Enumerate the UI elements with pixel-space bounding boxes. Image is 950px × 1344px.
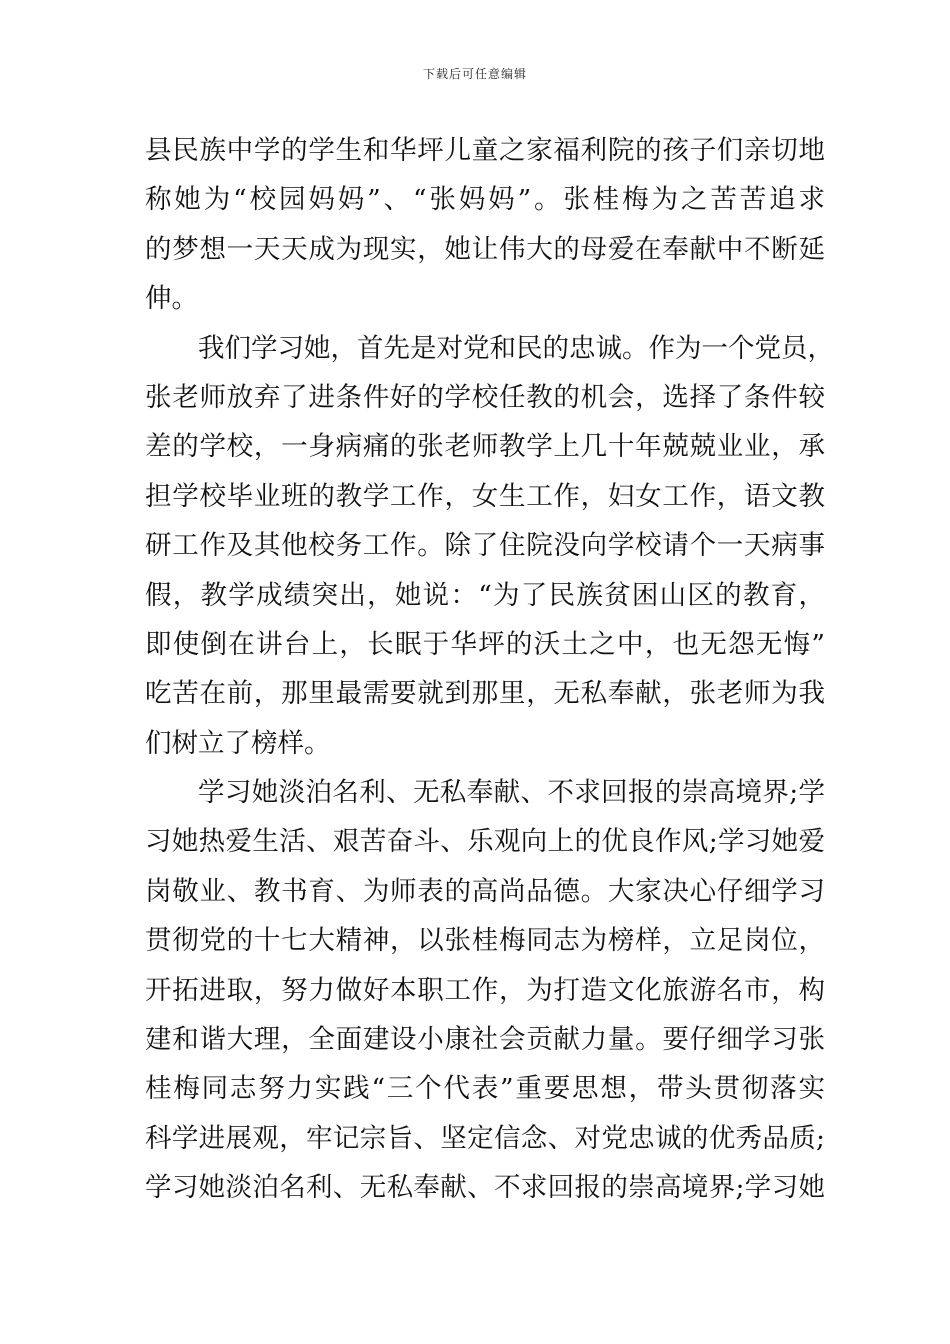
paragraph-line: 称她为“校园妈妈”、“张妈妈”。张桂梅为之苦苦追求	[145, 184, 825, 216]
document-body	[145, 126, 834, 1213]
paragraph-line: 习她热爱生活、艰苦奋斗、乐观向上的优良作风;学习她爱	[145, 826, 825, 858]
paragraph-line: 桂梅同志努力实践“三个代表”重要思想，带头贯彻落实	[145, 1073, 825, 1105]
paragraph-line: 差的学校，一身病痛的张老师教学上几十年兢兢业业，承	[145, 431, 825, 463]
paragraph-line: 县民族中学的学生和华坪儿童之家福利院的孩子们亲切地	[145, 135, 825, 166]
paragraph-line: 研工作及其他校务工作。除了住院没向学校请个一天病事	[145, 530, 825, 562]
paragraph-line: 科学进展观，牢记宗旨、坚定信念、对党忠诚的优秀品质;	[145, 1122, 825, 1154]
paragraph-line: 贯彻党的十七大精神，以张桂梅同志为榜样，立足岗位，	[145, 925, 825, 957]
paragraph-line: 即使倒在讲台上，长眠于华坪的沃土之中，也无怨无悔”	[145, 628, 825, 660]
paragraph-line: 的梦想一天天成为现实，她让伟大的母爱在奉献中不断延	[145, 233, 825, 265]
paragraph-line: 学习她淡泊名利、无私奉献、不求回报的崇高境界;学	[198, 777, 825, 809]
paragraph-line: 开拓进取，努力做好本职工作，为打造文化旅游名市，构	[145, 974, 825, 1006]
paragraph-line: 岗敬业、教书育、为师表的高尚品德。大家决心仔细学习	[145, 875, 825, 907]
paragraph-line: 我们学习她，首先是对党和民的忠诚。作为一个党员，	[198, 332, 834, 364]
paragraph-line: 担学校毕业班的教学工作，女生工作，妇女工作，语文教	[145, 480, 825, 512]
paragraph-line: 们树立了榜样。	[145, 727, 331, 759]
paragraph-line: 建和谐大理，全面建设小康社会贡献力量。要仔细学习张	[145, 1024, 825, 1056]
paragraph-line: 张老师放弃了进条件好的学校任教的机会，选择了条件较	[145, 381, 825, 413]
paragraph-line: 假，教学成绩突出，她说：“为了民族贫困山区的教育，	[145, 579, 825, 611]
paragraph-line: 吃苦在前，那里最需要就到那里，无私奉献，张老师为我	[145, 678, 825, 710]
paragraph-line: 伸。	[145, 283, 198, 315]
paragraph-line: 学习她淡泊名利、无私奉献、不求回报的崇高境界;学习她	[145, 1172, 825, 1204]
page-header: 下载后可任意编辑	[422, 67, 527, 81]
